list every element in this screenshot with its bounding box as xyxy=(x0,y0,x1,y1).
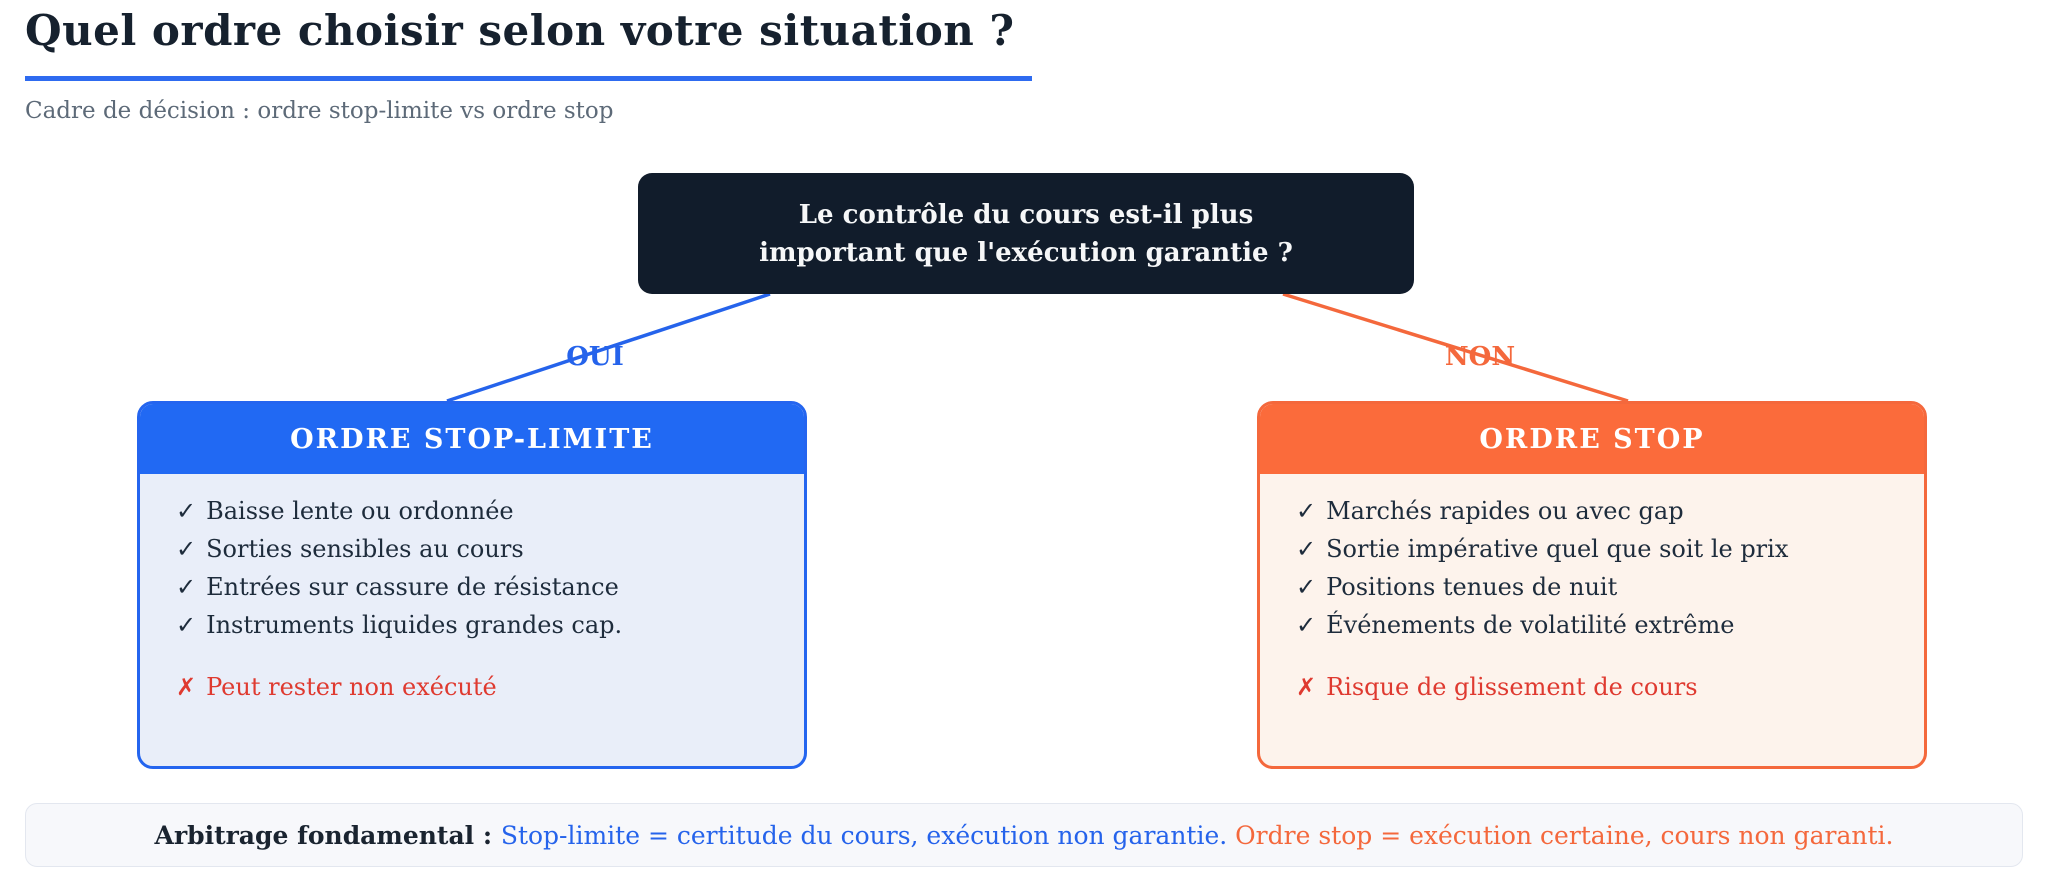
check-icon: ✓ xyxy=(176,535,197,563)
page-subtitle: Cadre de décision : ordre stop-limite vs ordre stop xyxy=(25,98,614,124)
cross-icon: ✗ xyxy=(176,673,197,701)
check-icon: ✓ xyxy=(176,497,197,525)
list-item-label: Baisse lente ou ordonnée xyxy=(206,497,514,525)
check-icon: ✓ xyxy=(1296,535,1317,563)
stop-limit-card xyxy=(137,401,807,769)
root-question-node xyxy=(638,173,1414,294)
summary-bar xyxy=(25,803,2023,867)
stop-limit-card-body xyxy=(140,474,804,704)
summary-stop-limit-text: Stop-limite = certitude du cours, exécution non garantie. xyxy=(500,820,1228,850)
page-title: Quel ordre choisir selon votre situation ? xyxy=(25,6,1015,55)
stop-limit-con-item xyxy=(176,670,768,704)
list-item xyxy=(176,606,768,644)
stop-order-card-title: ORDRE STOP xyxy=(1260,404,1924,474)
list-item xyxy=(1296,606,1888,644)
list-item xyxy=(1296,492,1888,530)
check-icon: ✓ xyxy=(1296,573,1317,601)
list-item xyxy=(1296,568,1888,606)
check-icon: ✓ xyxy=(1296,611,1317,639)
summary-label: Arbitrage fondamental : xyxy=(154,820,501,850)
list-item-label: Événements de volatilité extrême xyxy=(1326,611,1735,639)
summary-stop-text: Ordre stop = exécution certaine, cours non garanti. xyxy=(1235,820,1894,850)
list-item xyxy=(176,568,768,606)
check-icon: ✓ xyxy=(176,611,197,639)
stop-order-con-item xyxy=(1296,670,1888,704)
summary-separator xyxy=(1227,821,1235,850)
list-item xyxy=(1296,530,1888,568)
cross-icon: ✗ xyxy=(1296,673,1317,701)
con-item-label: Peut rester non exécuté xyxy=(206,673,497,701)
branch-label-non: NON xyxy=(1444,342,1516,372)
check-icon: ✓ xyxy=(1296,497,1317,525)
list-item-label: Positions tenues de nuit xyxy=(1326,573,1618,601)
list-item xyxy=(176,530,768,568)
con-item-label: Risque de glissement de cours xyxy=(1326,673,1698,701)
list-item-label: Marchés rapides ou avec gap xyxy=(1326,497,1684,525)
check-icon: ✓ xyxy=(176,573,197,601)
branch-label-oui: OUI xyxy=(566,342,624,372)
list-item-label: Instruments liquides grandes cap. xyxy=(206,611,623,639)
list-item xyxy=(176,492,768,530)
list-item-label: Sortie impérative quel que soit le prix xyxy=(1326,535,1789,563)
root-question-text: Le contrôle du cours est-il plus important que l'exécution garantie ? xyxy=(759,199,1293,268)
stop-limit-card-title: ORDRE STOP-LIMITE xyxy=(140,404,804,474)
stop-order-card xyxy=(1257,401,1927,769)
stop-limit-pros-list xyxy=(176,492,768,644)
list-item-label: Entrées sur cassure de résistance xyxy=(206,573,619,601)
stop-order-card-body xyxy=(1260,474,1924,704)
list-item-label: Sorties sensibles au cours xyxy=(206,535,524,563)
stop-order-pros-list xyxy=(1296,492,1888,644)
